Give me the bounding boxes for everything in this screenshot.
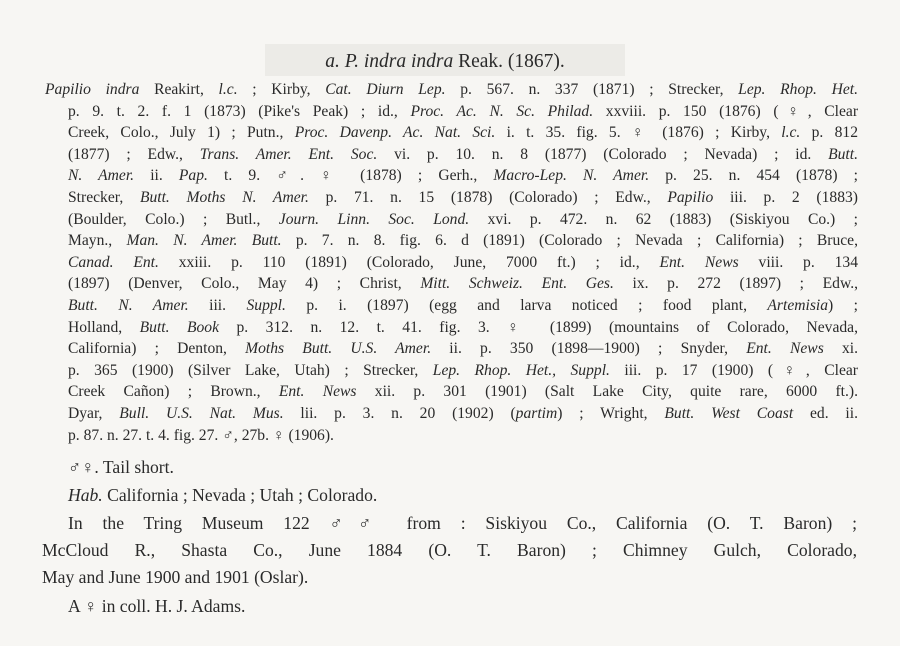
text-run: p. 71. n. 15 (1878) (Colorado) ; Edw.,	[308, 189, 668, 206]
synonymy-line	[68, 231, 858, 251]
text-run: xii. p. 301 (1901) (Salt Lake City, quite rare, 6000 ft.).	[356, 383, 859, 401]
note-line	[68, 511, 857, 535]
note-line	[68, 455, 174, 479]
synonymy-line	[45, 80, 858, 100]
heading-taxon: a. P. indra indra	[325, 51, 454, 72]
synonymy-line	[68, 102, 858, 122]
text-run: p. 87. n. 27. t. 4. fig. 27. ♂, 27b. ♀ (1906).	[68, 426, 334, 444]
italic-citation: Papilio	[667, 189, 714, 206]
text-run: ed. ii.	[793, 405, 858, 422]
synonymy-line	[68, 274, 858, 294]
text-run: Strecker,	[68, 189, 140, 206]
synonymy-line	[68, 426, 858, 446]
italic-citation: Suppl.	[246, 297, 286, 314]
italic-citation: Canad. Ent.	[68, 253, 159, 271]
italic-citation: Moths Butt. U.S. Amer.	[245, 340, 432, 358]
text-run: May and June 1900 and 1901 (Oslar).	[42, 567, 309, 587]
synonymy-line	[68, 361, 858, 381]
synonymy-line	[68, 253, 858, 273]
text-run: ) ; Wright,	[557, 405, 665, 422]
italic-citation: Trans. Amer. Ent. Soc.	[199, 145, 378, 163]
text-run: iii. p. 17 (1900) (♀, Clear	[609, 361, 858, 379]
note-line	[68, 483, 377, 507]
italic-citation: Macro-Lep. N. Amer.	[493, 167, 650, 185]
text-run: California) ; Denton,	[68, 340, 246, 358]
text-run: In the Tring Museum 122 ♂♂ from : Siskiyou Co., California (O. T. Baron) ;	[68, 513, 857, 533]
italic-citation: Ent. News	[278, 383, 357, 401]
italic-citation: l.c.	[781, 124, 801, 142]
synonymy-line	[68, 210, 858, 230]
text-run: Creek Cañon) ; Brown.,	[68, 383, 279, 401]
text-run: p. i. (1897) (egg and larva noticed ; food plant,	[285, 297, 768, 314]
text-run: p. 7. n. 8. fig. 6. d (1891) (Colorado ; Nevada ; California) ; Bruce,	[281, 232, 858, 250]
italic-citation: N. Amer.	[68, 167, 135, 185]
text-run: Creek, Colo., July 1) ; Putn.,	[68, 124, 295, 142]
text-run: p. 312. n. 12. t. 41. fig. 3. ♀ (1899) (mountains of Colorado, Nevada,	[219, 318, 858, 336]
text-run: p. 567. n. 337 (1871) ; Strecker,	[445, 81, 739, 98]
text-run: (1877) ; Edw.,	[68, 145, 200, 163]
italic-citation: Papilio indra	[45, 81, 140, 98]
text-run: xxviii. p. 150 (1876) (♀, Clear	[593, 102, 859, 120]
text-run: vi. p. 10. n. 8 (1877) (Colorado ; Nevada) ; id.	[377, 145, 829, 163]
synonymy-line	[68, 145, 858, 165]
text-run: ) ;	[828, 297, 858, 314]
text-run: McCloud R., Shasta Co., June 1884 (O. T. Baron) ; Chimney Gulch, Colorado,	[42, 540, 857, 560]
text-run: iii. p. 2 (1883)	[713, 189, 859, 206]
text-run: xi.	[823, 340, 859, 358]
italic-citation: Butt. Book	[139, 318, 220, 336]
text-run: p. 365 (1900) (Silver Lake, Utah) ; Strecker,	[68, 361, 433, 379]
italic-citation: Butt. West Coast	[664, 405, 794, 422]
text-run: p. 25. n. 454 (1878) ;	[649, 167, 858, 185]
text-run: p. 9. t. 2. f. 1 (1873) (Pike's Peak) ; id.,	[68, 102, 411, 120]
italic-citation: Mitt. Schweiz. Ent. Ges.	[420, 275, 614, 293]
text-run: xxiii. p. 110 (1891) (Colorado, June, 7000 ft.) ; id.,	[158, 253, 660, 271]
text-run: viii. p. 134	[738, 253, 858, 271]
text-run: ii.	[134, 167, 179, 185]
note-line	[42, 538, 857, 562]
text-run: (Boulder, Colo.) ; Butl.,	[68, 210, 279, 228]
note-line	[68, 594, 245, 618]
synonymy-line	[68, 382, 858, 402]
heading-author-year: Reak. (1867).	[453, 51, 565, 72]
synonymy-line	[68, 404, 858, 424]
section-heading	[0, 50, 890, 74]
text-run: Reakirt,	[139, 81, 219, 98]
text-run: ix. p. 272 (1897) ; Edw.,	[613, 275, 859, 293]
text-run: i. t. 35. fig. 5. ♀ (1876) ; Kirby,	[495, 124, 782, 142]
italic-citation: Butt. N. Amer.	[68, 297, 189, 314]
italic-citation: l.c.	[218, 81, 238, 98]
italic-citation: Bull. U.S. Nat. Mus.	[119, 405, 284, 422]
italic-citation: Ent. News	[659, 253, 739, 271]
note-line	[42, 565, 308, 589]
italic-citation: Butt.	[828, 145, 858, 163]
italic-citation: Proc. Davenp. Ac. Nat. Sci.	[294, 124, 496, 142]
text-run: (1897) (Denver, Colo., May 4) ; Christ,	[68, 275, 421, 293]
italic-citation: partim	[515, 405, 558, 422]
synonymy-line	[68, 123, 858, 143]
synonymy-line	[68, 296, 858, 316]
text-run: Mayn.,	[68, 232, 127, 250]
synonymy-line	[68, 318, 858, 338]
text-run: xvi. p. 472. n. 62 (1883) (Siskiyou Co.) ;	[469, 210, 858, 228]
text-run: iii.	[188, 297, 247, 314]
italic-citation: Butt. Moths N. Amer.	[139, 189, 309, 206]
text-run: t. 9. ♂. ♀ (1878) ; Gerh.,	[207, 167, 494, 185]
text-run: ii. p. 350 (1898—1900) ; Snyder,	[431, 340, 747, 358]
text-run: p. 812	[800, 124, 858, 142]
synonymy-line	[68, 339, 858, 359]
italic-citation: Lep. Rhop. Het., Suppl.	[432, 361, 610, 379]
text-run: Dyar,	[68, 405, 120, 422]
text-run: ; Kirby,	[237, 81, 326, 98]
text-run: A ♀ in coll. H. J. Adams.	[68, 596, 246, 616]
synonymy-line	[68, 166, 858, 186]
text-run: lii. p. 3. n. 20 (1902) (	[283, 405, 516, 422]
synonymy-line	[68, 188, 858, 208]
italic-citation: Cat. Diurn Lep.	[325, 81, 446, 98]
text-run: California ; Nevada ; Utah ; Colorado.	[102, 485, 378, 505]
text-run: ♂♀. Tail short.	[68, 457, 174, 477]
italic-citation: Hab.	[68, 485, 103, 505]
italic-citation: Artemisia	[767, 297, 829, 314]
italic-citation: Lep. Rhop. Het.	[738, 81, 859, 98]
italic-citation: Pap.	[178, 167, 208, 185]
italic-citation: Proc. Ac. N. Sc. Philad.	[410, 102, 594, 120]
text-run: Holland,	[68, 318, 140, 336]
italic-citation: Ent. News	[746, 340, 824, 358]
italic-citation: Journ. Linn. Soc. Lond.	[278, 210, 470, 228]
italic-citation: Man. N. Amer. Butt.	[126, 232, 282, 250]
